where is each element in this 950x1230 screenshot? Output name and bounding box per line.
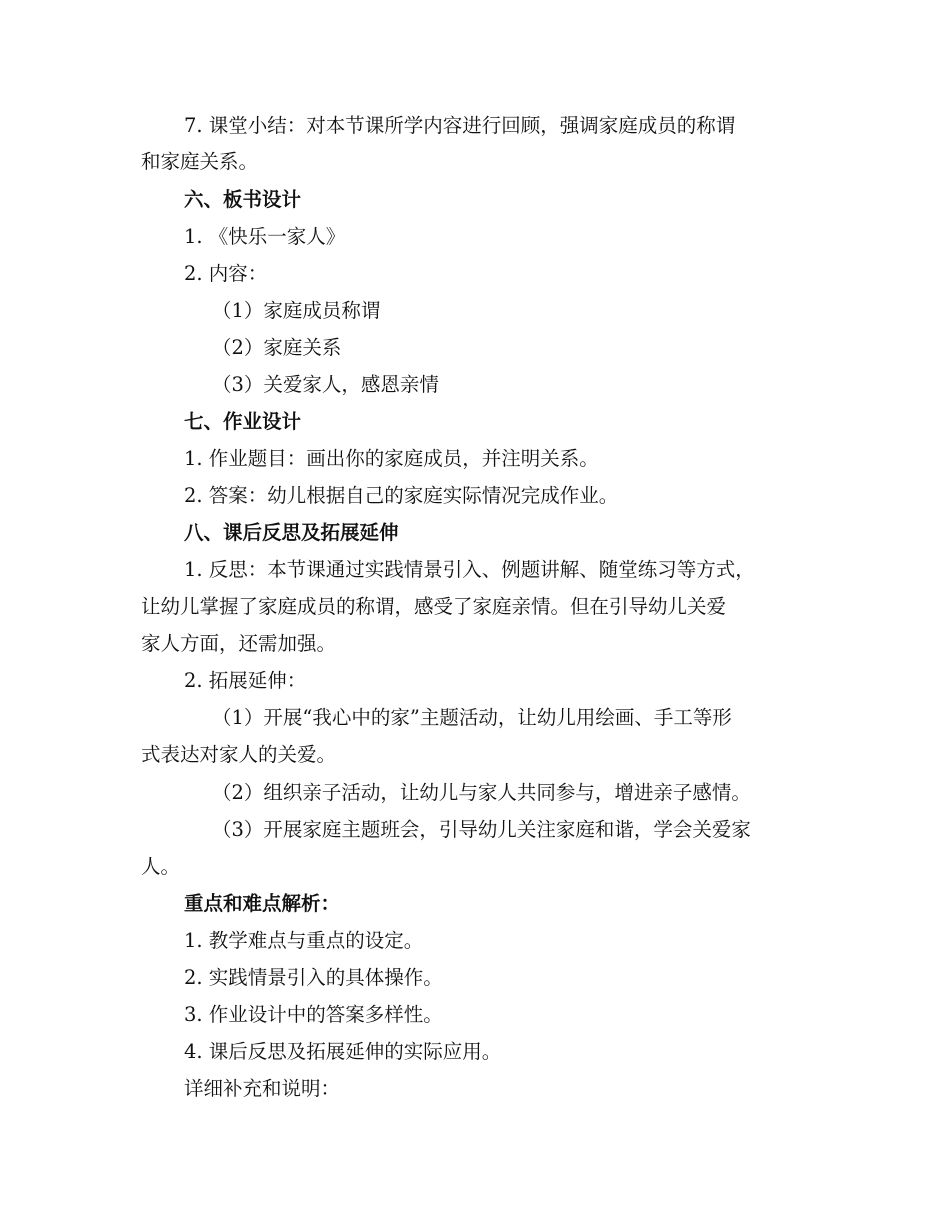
summary-line-2: 和家庭关系。 xyxy=(141,150,259,173)
key-point-4: 4. 课后反思及拓展延伸的实际应用。 xyxy=(184,1040,502,1063)
board-item-1: 1. 《快乐一家人》 xyxy=(184,225,346,248)
extension-c-line-1: （3）开展家庭主题班会，引导幼儿关注家庭和谐，学会关爱家 xyxy=(212,818,751,841)
key-point-1: 1. 教学难点与重点的设定。 xyxy=(184,929,424,952)
board-item-2: 2. 内容： xyxy=(184,262,268,285)
key-point-3: 3. 作业设计中的答案多样性。 xyxy=(184,1003,443,1026)
reflection-line-3: 家人方面，还需加强。 xyxy=(141,632,337,655)
extension-b-line-1: （2）组织亲子活动，让幼儿与家人共同参与，增进亲子感情。 xyxy=(212,781,751,804)
section-heading-homework: 七、作业设计 xyxy=(184,410,302,433)
board-subitem-3: （3）关爱家人，感恩亲情 xyxy=(212,373,439,396)
board-subitem-1: （1）家庭成员称谓 xyxy=(212,299,381,322)
extension-heading: 2. 拓展延伸： xyxy=(184,669,307,692)
homework-item-1: 1. 作业题目：画出你的家庭成员，并注明关系。 xyxy=(184,447,599,470)
section-heading-reflection: 八、课后反思及拓展延伸 xyxy=(184,521,399,544)
reflection-line-2: 让幼儿掌握了家庭成员的称谓，感受了家庭亲情。但在引导幼儿关爱 xyxy=(141,595,727,618)
board-subitem-2: （2）家庭关系 xyxy=(212,336,342,359)
homework-item-2: 2. 答案：幼儿根据自己的家庭实际情况完成作业。 xyxy=(184,484,619,507)
section-heading-board: 六、板书设计 xyxy=(184,188,302,211)
extension-a-line-2: 式表达对家人的关爱。 xyxy=(141,743,337,766)
extension-a-line-1: （1）开展“我心中的家”主题活动，让幼儿用绘画、手工等形 xyxy=(212,706,732,729)
summary-line-1: 7. 课堂小结：对本节课所学内容进行回顾，强调家庭成员的称谓 xyxy=(184,114,736,137)
detail-heading: 详细补充和说明： xyxy=(184,1077,341,1100)
key-points-heading: 重点和难点解析： xyxy=(184,892,341,915)
extension-c-line-2: 人。 xyxy=(141,855,181,878)
key-point-2: 2. 实践情景引入的具体操作。 xyxy=(184,966,443,989)
reflection-line-1: 1. 反思：本节课通过实践情景引入、例题讲解、随堂练习等方式， xyxy=(184,558,755,581)
